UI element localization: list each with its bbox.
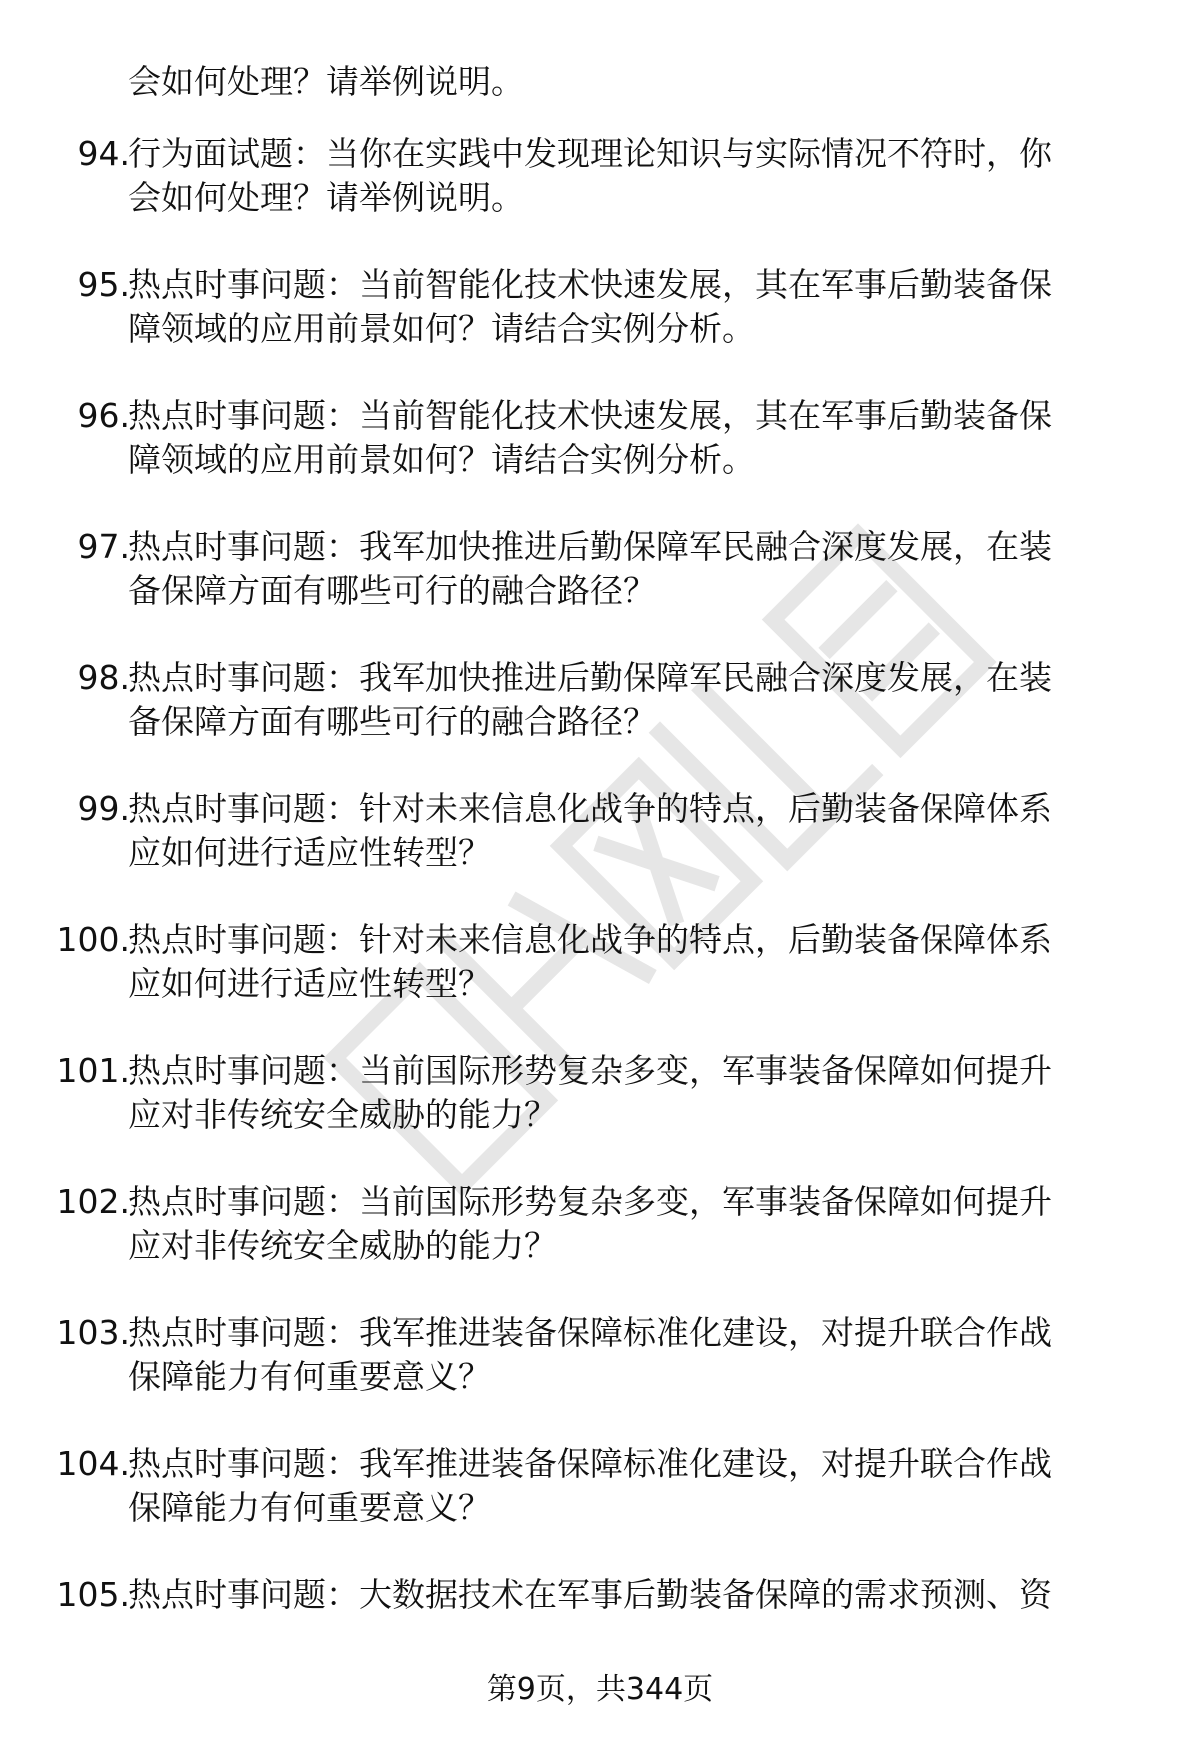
item-number: 100. [56,920,130,959]
item-text-line: 热点时事问题：针对未来信息化战争的特点，后勤装备保障体系 [128,789,1052,828]
item-number: 95. [77,265,130,304]
item-number: 101. [56,1051,130,1090]
item-text-line: 热点时事问题：当前智能化技术快速发展，其在军事后勤装备保 [128,396,1052,435]
item-text-line: 热点时事问题：当前国际形势复杂多变，军事装备保障如何提升 [128,1051,1052,1090]
item-number: 99. [77,789,130,828]
item-text-line: 热点时事问题：针对未来信息化战争的特点，后勤装备保障体系 [128,920,1052,959]
item-text-line: 备保障方面有哪些可行的融合路径？ [128,571,656,610]
item-text [128,656,1148,744]
item-text-line: 热点时事问题：我军加快推进后勤保障军民融合深度发展，在装 [128,527,1052,566]
item-text [128,263,1148,351]
item-text [128,918,1148,1006]
item-text [128,525,1148,613]
item-number: 102. [56,1182,130,1221]
item-text [128,1311,1148,1399]
item-text [128,1442,1148,1530]
item-text-line: 障领域的应用前景如何？请结合实例分析。 [128,309,755,348]
item-number: 103. [56,1313,130,1352]
item-text-line: 热点时事问题：我军推进装备保障标准化建设，对提升联合作战 [128,1313,1052,1352]
item-number: 98. [77,658,130,697]
item-text-line: 保障能力有何重要意义？ [128,1488,491,1527]
item-text-line: 应对非传统安全威胁的能力？ [128,1095,557,1134]
item-text-line: 应如何进行适应性转型？ [128,964,491,1003]
item-text-line: 热点时事问题：当前智能化技术快速发展，其在军事后勤装备保 [128,265,1052,304]
item-number: 105. [56,1575,130,1614]
item-number: 97. [77,527,130,566]
item-text [128,1573,1148,1617]
item-number: 94. [77,134,130,173]
item-text-line: 备保障方面有哪些可行的融合路径？ [128,702,656,741]
item-text-line: 会如何处理？请举例说明。 [128,178,524,217]
item-text [128,1180,1148,1268]
item-text [128,394,1148,482]
item-text-line: 热点时事问题：我军推进装备保障标准化建设，对提升联合作战 [128,1444,1052,1483]
item-text-line: 应如何进行适应性转型？ [128,833,491,872]
item-number: 104. [56,1444,130,1483]
item-text-line: 保障能力有何重要意义？ [128,1357,491,1396]
continued-line: 会如何处理？请举例说明。 [128,62,524,101]
item-text [128,787,1148,875]
item-text-line: 热点时事问题：我军加快推进后勤保障军民融合深度发展，在装 [128,658,1052,697]
page-footer: 第9页，共344页 [486,1672,714,1707]
item-text-line: 热点时事问题：大数据技术在军事后勤装备保障的需求预测、资 [128,1575,1052,1614]
item-text [128,1049,1148,1137]
item-text-line: 行为面试题：当你在实践中发现理论知识与实际情况不符时，你 [128,134,1052,173]
item-number: 96. [77,396,130,435]
item-text [128,132,1148,220]
item-text-line: 障领域的应用前景如何？请结合实例分析。 [128,440,755,479]
item-text-line: 热点时事问题：当前国际形势复杂多变，军事装备保障如何提升 [128,1182,1052,1221]
item-text-line: 应对非传统安全威胁的能力？ [128,1226,557,1265]
